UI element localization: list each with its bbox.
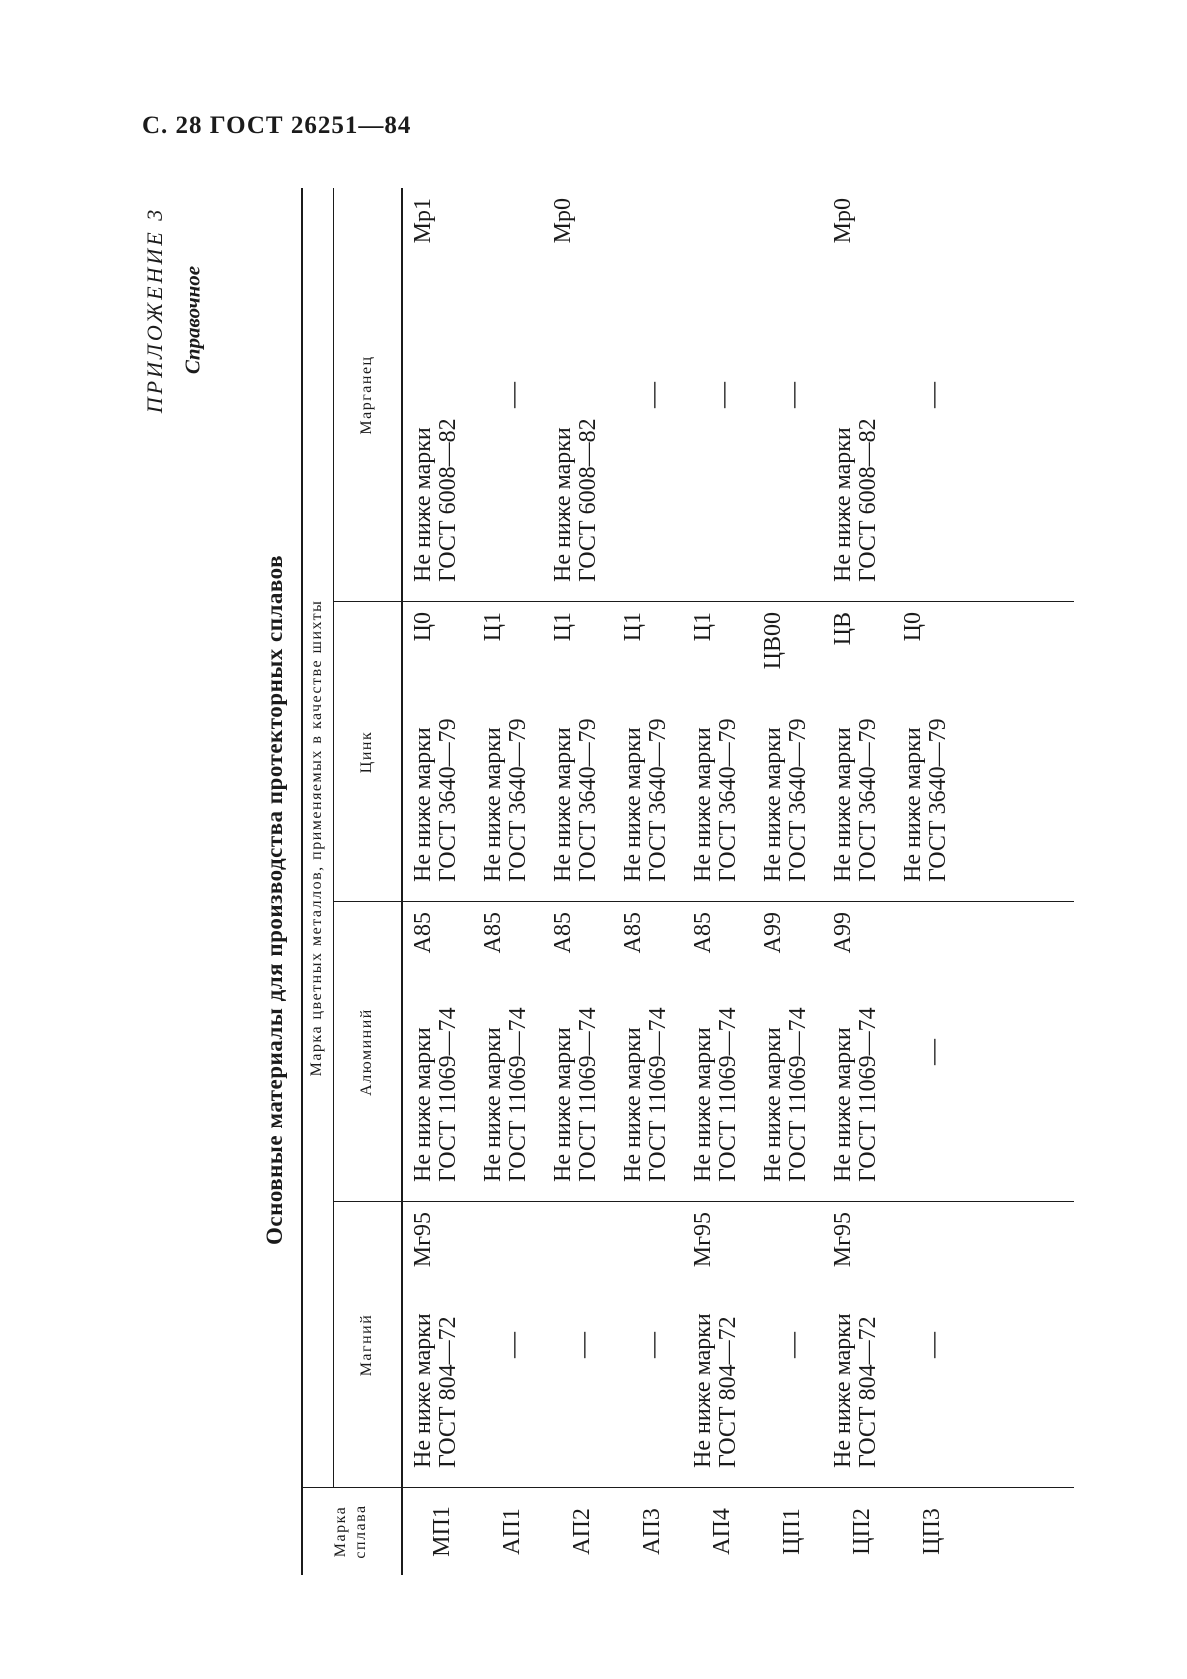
- alloy-grade-cell: АП3: [638, 1508, 665, 1555]
- spec-min-grade-text: Не ниже марки: [760, 727, 786, 882]
- table-title-box: [255, 500, 295, 1300]
- material-spec-cell: [827, 602, 897, 902]
- header-magnesium: [333, 1202, 401, 1488]
- spec-standard: ГОСТ 11069—74: [715, 1007, 741, 1182]
- spec-min-grade-text: Не ниже марки: [480, 1027, 506, 1182]
- empty-dash-cell: —: [567, 1332, 597, 1358]
- table-row: [687, 188, 757, 1575]
- header-aluminum-text: Алюминий: [358, 1008, 375, 1096]
- rule-col-3: [333, 901, 401, 902]
- spec-line-1: [691, 612, 716, 882]
- material-spec-cell: [757, 602, 827, 902]
- spec-line-1: [831, 1212, 856, 1468]
- material-spec-cell: [827, 188, 897, 602]
- rule-col-2: [333, 1201, 401, 1202]
- spec-grade-code: А85: [480, 912, 506, 954]
- empty-dash-cell: —: [497, 382, 527, 408]
- spec-grade-code: Ц0: [410, 612, 436, 642]
- spec-standard: ГОСТ 11069—74: [855, 1007, 881, 1182]
- spec-min-grade-text: Не ниже марки: [410, 1027, 436, 1182]
- header-aluminum: [333, 902, 401, 1202]
- spec-grade-code: Ц1: [480, 612, 506, 642]
- empty-dash-cell: —: [707, 382, 737, 408]
- table-row: [897, 188, 967, 1575]
- spec-grade-code: Ц1: [550, 612, 576, 642]
- material-spec-cell: [407, 1202, 477, 1488]
- spec-standard: ГОСТ 11069—74: [785, 1007, 811, 1182]
- spec-min-grade-text: Не ниже марки: [620, 727, 646, 882]
- spec-standard: ГОСТ 3640—79: [855, 718, 881, 882]
- material-spec-cell: [547, 602, 617, 902]
- empty-dash-cell: —: [637, 1332, 667, 1358]
- appendix-subtitle: Справочное: [180, 265, 205, 375]
- spec-line-1: [761, 912, 786, 1182]
- spec-standard: ГОСТ 11069—74: [505, 1007, 531, 1182]
- spec-grade-code: Мр0: [550, 198, 576, 244]
- spec-line-1: [691, 912, 716, 1182]
- spec-standard: ГОСТ 6008—82: [575, 418, 601, 582]
- spec-standard: ГОСТ 11069—74: [575, 1007, 601, 1182]
- spec-min-grade-text: Не ниже марки: [480, 727, 506, 882]
- spec-min-grade-text: Не ниже марки: [690, 727, 716, 882]
- rule-group-under: [333, 188, 334, 1488]
- empty-dash-cell: —: [777, 382, 807, 408]
- material-spec-cell: [687, 602, 757, 902]
- empty-dash-cell: —: [917, 382, 947, 408]
- spec-line-1: [621, 912, 646, 1182]
- spec-min-grade-text: Не ниже марки: [830, 1027, 856, 1182]
- header-alloy-grade: [301, 1488, 401, 1575]
- spec-line-1: [411, 912, 436, 1182]
- spec-standard: ГОСТ 6008—82: [855, 418, 881, 582]
- material-spec-cell: [827, 902, 897, 1202]
- alloy-grade-cell: МП1: [428, 1506, 455, 1557]
- material-spec-cell: [547, 188, 617, 602]
- spec-min-grade-text: Не ниже марки: [760, 1027, 786, 1182]
- alloy-grade-cell: АП2: [568, 1508, 595, 1555]
- spec-line-1: [411, 198, 436, 582]
- header-zinc-text: Цинк: [358, 730, 375, 774]
- header-group: [301, 188, 333, 1488]
- spec-grade-code: А85: [550, 912, 576, 954]
- header-group-text: Марка цветных металлов, применяемых в качестве шихты: [308, 599, 325, 1077]
- spec-min-grade-text: Не ниже марки: [550, 1027, 576, 1182]
- empty-dash-cell: —: [917, 1332, 947, 1358]
- spec-min-grade-text: Не ниже марки: [690, 1027, 716, 1182]
- material-spec-cell: [407, 602, 477, 902]
- spec-grade-code: Мг95: [410, 1212, 436, 1268]
- appendix-label: [128, 180, 218, 420]
- spec-line-1: [481, 612, 506, 882]
- spec-min-grade-text: Не ниже марки: [550, 427, 576, 582]
- material-spec-cell: [617, 902, 687, 1202]
- spec-line-1: [551, 198, 576, 582]
- spec-min-grade-text: Не ниже марки: [410, 427, 436, 582]
- table-wrapper: [301, 188, 1074, 1575]
- spec-standard: ГОСТ 804—72: [435, 1316, 461, 1468]
- spec-line-1: [901, 612, 926, 882]
- material-spec-cell: [477, 902, 547, 1202]
- spec-standard: ГОСТ 3640—79: [575, 718, 601, 882]
- material-spec-cell: [757, 902, 827, 1202]
- spec-standard: ГОСТ 3640—79: [505, 718, 531, 882]
- header-manganese-text: Марганец: [358, 355, 375, 435]
- spec-standard: ГОСТ 3640—79: [715, 718, 741, 882]
- spec-grade-code: Ц1: [690, 612, 716, 642]
- spec-standard: ГОСТ 11069—74: [435, 1007, 461, 1182]
- spec-grade-code: Мр1: [410, 198, 436, 244]
- spec-grade-code: Мг95: [830, 1212, 856, 1268]
- material-spec-cell: [687, 1202, 757, 1488]
- table-row: [827, 188, 897, 1575]
- rule-header-bottom: [401, 188, 403, 1575]
- material-spec-cell: [477, 602, 547, 902]
- alloy-grade-cell: ЦП2: [848, 1508, 875, 1555]
- spec-standard: ГОСТ 3640—79: [645, 718, 671, 882]
- rule-col-4: [333, 601, 401, 602]
- appendix-title: ПРИЛОЖЕНИЕ 3: [142, 206, 167, 414]
- table-row: [757, 188, 827, 1575]
- material-spec-cell: [617, 602, 687, 902]
- table-row: [547, 188, 617, 1575]
- table-row: [477, 188, 547, 1575]
- spec-grade-code: А99: [830, 912, 856, 954]
- material-spec-cell: [897, 602, 967, 902]
- material-spec-cell: [407, 902, 477, 1202]
- spec-line-1: [831, 912, 856, 1182]
- spec-grade-code: ЦВ00: [760, 612, 786, 670]
- spec-line-1: [551, 612, 576, 882]
- header-alloy-grade-text: Марка сплава: [332, 1504, 369, 1559]
- spec-standard: ГОСТ 11069—74: [645, 1007, 671, 1182]
- table-row: [407, 188, 477, 1575]
- spec-min-grade-text: Не ниже марки: [410, 727, 436, 882]
- spec-line-1: [761, 612, 786, 882]
- spec-grade-code: Мг95: [690, 1212, 716, 1268]
- table-title: Основные материалы для производства протекторных сплавов: [262, 554, 287, 1246]
- spec-line-1: [481, 912, 506, 1182]
- header-zinc: [333, 602, 401, 902]
- empty-dash-cell: —: [497, 1332, 527, 1358]
- spec-min-grade-text: Не ниже марки: [900, 727, 926, 882]
- material-spec-cell: [407, 188, 477, 602]
- rule-top: [301, 188, 303, 1575]
- spec-min-grade-text: Не ниже марки: [830, 427, 856, 582]
- alloy-grade-cell: ЦП1: [778, 1508, 805, 1555]
- spec-standard: ГОСТ 3640—79: [785, 718, 811, 882]
- spec-line-1: [411, 1212, 436, 1468]
- spec-line-1: [831, 198, 856, 582]
- spec-grade-code: Ц0: [900, 612, 926, 642]
- alloy-grade-cell: ЦП3: [918, 1508, 945, 1555]
- spec-min-grade-text: Не ниже марки: [550, 727, 576, 882]
- spec-grade-code: А85: [410, 912, 436, 954]
- empty-dash-cell: —: [637, 382, 667, 408]
- spec-standard: ГОСТ 3640—79: [435, 718, 461, 882]
- spec-line-1: [411, 612, 436, 882]
- table-row: [617, 188, 687, 1575]
- spec-grade-code: ЦВ: [830, 612, 856, 646]
- spec-line-1: [621, 612, 646, 882]
- spec-grade-code: Ц1: [620, 612, 646, 642]
- spec-standard: ГОСТ 3640—79: [925, 718, 951, 882]
- header-manganese: [333, 188, 401, 602]
- spec-min-grade-text: Не ниже марки: [620, 1027, 646, 1182]
- spec-min-grade-text: Не ниже марки: [830, 1313, 856, 1468]
- spec-grade-code: Мр0: [830, 198, 856, 244]
- spec-standard: ГОСТ 804—72: [715, 1316, 741, 1468]
- empty-dash-cell: —: [917, 1039, 947, 1065]
- alloy-materials-table: [301, 188, 1074, 1575]
- spec-grade-code: А99: [760, 912, 786, 954]
- page-header: С. 28 ГОСТ 26251—84: [142, 112, 412, 139]
- spec-min-grade-text: Не ниже марки: [830, 727, 856, 882]
- spec-grade-code: А85: [690, 912, 716, 954]
- alloy-grade-cell: АП4: [708, 1508, 735, 1555]
- empty-dash-cell: —: [777, 1332, 807, 1358]
- spec-standard: ГОСТ 804—72: [855, 1316, 881, 1468]
- material-spec-cell: [547, 902, 617, 1202]
- material-spec-cell: [827, 1202, 897, 1488]
- spec-min-grade-text: Не ниже марки: [690, 1313, 716, 1468]
- spec-grade-code: А85: [620, 912, 646, 954]
- material-spec-cell: [687, 902, 757, 1202]
- header-magnesium-text: Магний: [358, 1313, 375, 1377]
- spec-line-1: [551, 912, 576, 1182]
- spec-line-1: [831, 612, 856, 882]
- alloy-grade-cell: АП1: [498, 1508, 525, 1555]
- spec-min-grade-text: Не ниже марки: [410, 1313, 436, 1468]
- spec-standard: ГОСТ 6008—82: [435, 418, 461, 582]
- spec-line-1: [691, 1212, 716, 1468]
